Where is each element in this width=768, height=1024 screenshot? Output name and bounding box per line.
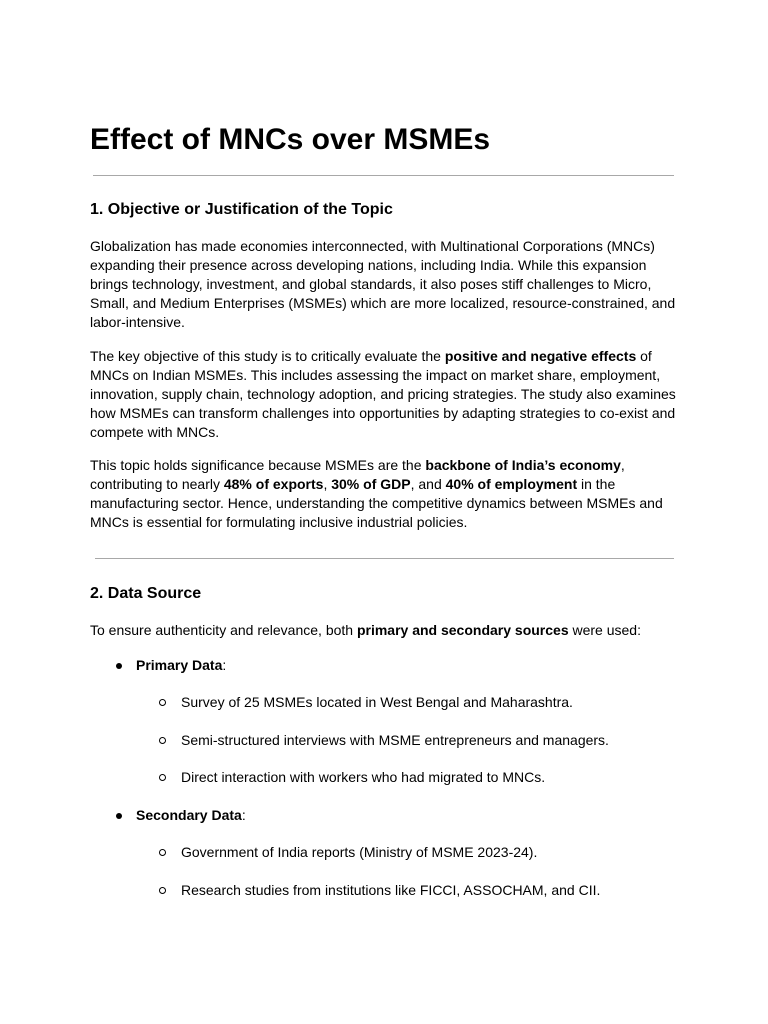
bold-run: 48% of exports — [223, 476, 324, 492]
sub-list-item-text: Survey of 25 MSMEs located in West Bengal and Maharashtra. — [181, 694, 573, 710]
text-run: in the manufacturing sector. Hence, understanding the competitive dynamics between MSMEs and MNCs is essential for formulating inclusive industrial policies. — [90, 476, 663, 530]
list-item-label — [136, 656, 226, 675]
page-title: Effect of MNCs over MSMEs — [90, 123, 491, 156]
text-run: , contributing to nearly — [90, 457, 625, 492]
text-run: were used: — [568, 622, 641, 638]
text-run: of MNCs on Indian MSMEs. This includes assessing the impact on market share, employment, innovation, supply chain, technology adoption, and pricing strategies. The study also examines how MSMEs can transform challenges into opportunities by adapting strategies to co-exist and compete with MNCs. — [90, 348, 676, 440]
paragraph-data-intro — [90, 621, 680, 640]
list-item-label — [136, 806, 246, 825]
bold-run: backbone of India’s economy — [425, 457, 621, 473]
text-run: , — [323, 476, 332, 492]
bullet-circle-icon — [159, 774, 166, 781]
text-run: To ensure authenticity and relevance, both — [90, 622, 357, 638]
divider — [95, 558, 674, 559]
bold-run: 40% of employment — [445, 476, 578, 492]
bullet-circle-icon — [159, 737, 166, 744]
sub-list-item-text: Semi-structured interviews with MSME entrepreneurs and managers. — [181, 732, 609, 748]
bold-run: Primary Data — [136, 657, 223, 673]
section-heading-data-source: 2. Data Source — [90, 585, 202, 602]
text-run: The key objective of this study is to critically evaluate the — [90, 348, 445, 364]
sub-list-item-text: Direct interaction with workers who had migrated to MNCs. — [181, 769, 546, 785]
text-run: : — [222, 657, 227, 673]
bullet-circle-icon — [159, 699, 166, 706]
text-run: , and — [410, 476, 446, 492]
bullet-circle-icon — [159, 887, 166, 894]
bullet-dot-icon — [116, 813, 122, 819]
bullet-dot-icon — [116, 663, 122, 669]
paragraph-globalization: Globalization has made economies interconnected, with Multinational Corporations (MNCs) expanding their presence across developing nations, including India. While this expansion brings technology, investment, and global standards, it also poses stiff challenges to Micro, Small, and Medium Enterprises (MSMEs) which are more localized, resource-constrained, and labor-intensive. — [90, 238, 676, 330]
section-heading-objective: 1. Objective or Justification of the Topic — [90, 201, 393, 218]
paragraph-key-objective — [90, 347, 680, 442]
bold-run: primary and secondary sources — [356, 622, 569, 638]
bold-run: 30% of GDP — [331, 476, 411, 492]
bold-run: Secondary Data — [136, 807, 242, 823]
sub-list-item-text: Research studies from institutions like FICCI, ASSOCHAM, and CII. — [181, 882, 601, 898]
paragraph-significance — [90, 456, 680, 532]
bold-run: positive and negative effects — [444, 348, 637, 364]
bullet-circle-icon — [159, 849, 166, 856]
sub-list-item-text: Government of India reports (Ministry of MSME 2023-24). — [181, 844, 538, 860]
text-run: : — [241, 807, 246, 823]
text-run: This topic holds significance because MSMEs are the — [90, 457, 426, 473]
divider — [93, 175, 674, 176]
